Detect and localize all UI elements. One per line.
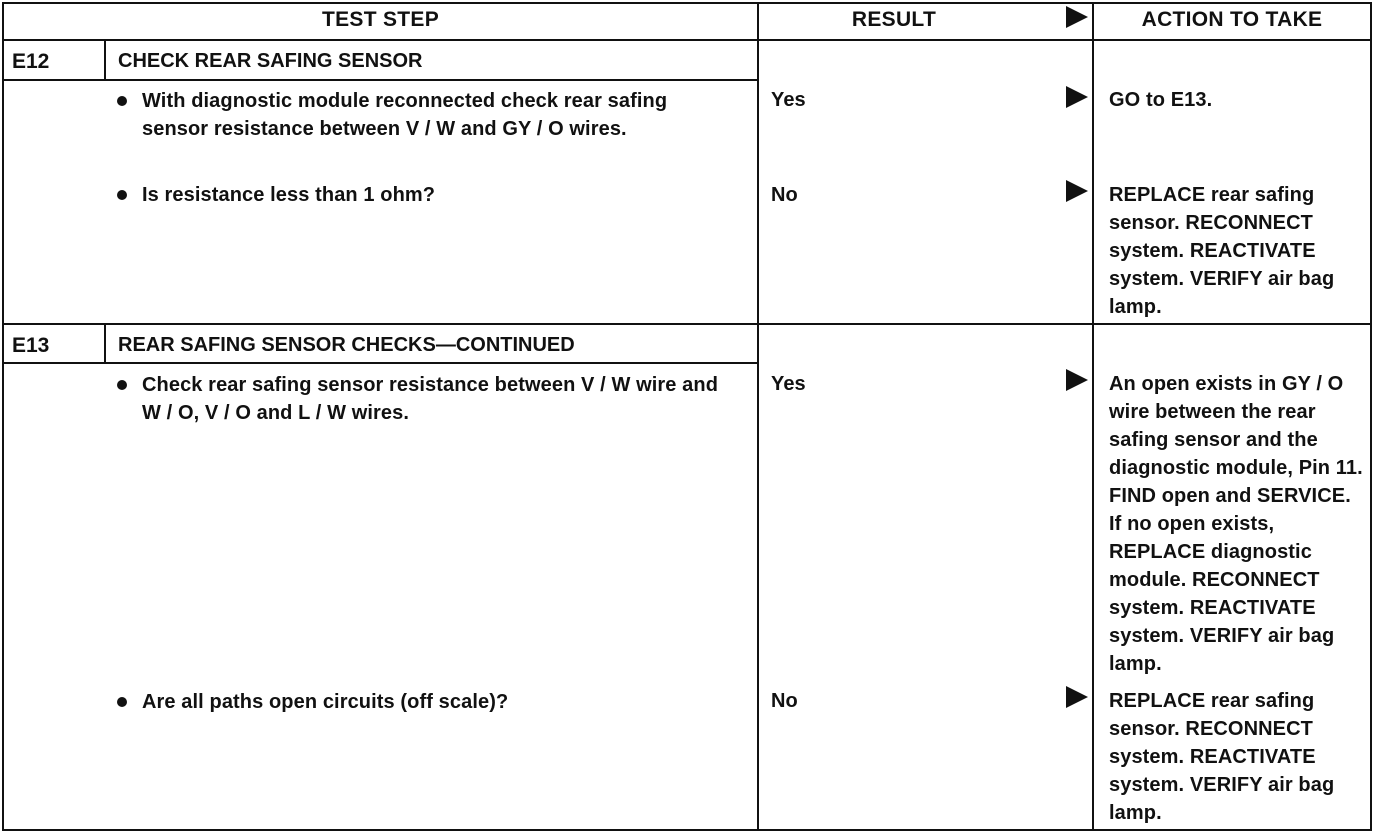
step-code: E12 [12,50,50,73]
bullet-icon [117,380,127,390]
e13-title-bottom [2,362,759,364]
action-text: REPLACE rear safing sensor. RECONNECT system. REACTIVATE system. VERIFY air bag lamp. [1109,690,1335,824]
header-result: RESULT [851,8,937,31]
result-label: Yes [771,373,806,395]
bullet-icon [117,190,127,200]
e12-code-divider [104,39,106,81]
step-title: REAR SAFING SENSOR CHECKS—CONTINUED [118,334,575,356]
header-divider [2,39,1372,41]
column-divider-result [757,2,759,831]
table-border-left [2,2,4,831]
action-text: An open exists in GY / O wire between the rear safing sensor and the diagnostic module, Pin 11. FIND open and SERVICE. If no open exists, REPLACE diagnostic module. RECONNECT system. REACTIVATE system. VERIFY air bag lamp. [1109,373,1363,675]
action-text: REPLACE rear safing sensor. RECONNECT system. REACTIVATE system. VERIFY air bag lamp. [1109,184,1335,318]
result-arrow-icon [1066,369,1088,391]
header-action: ACTION TO TAKE [1141,8,1323,31]
header-arrow-icon [1066,6,1088,28]
section-divider [2,323,1372,325]
e12-title-bottom [2,79,759,81]
action-text: GO to E13. [1109,89,1213,111]
step-title: CHECK REAR SAFING SENSOR [118,50,423,72]
step-instruction: With diagnostic module reconnected check rear safing sensor resistance between V / W and GY / O wires. [142,90,668,140]
bullet-icon [117,96,127,106]
table-border-bottom [2,829,1372,831]
table-border-top [2,2,1372,4]
table-border-right [1370,2,1372,831]
e13-code-divider [104,323,106,364]
result-label: No [771,184,798,206]
result-arrow-icon [1066,180,1088,202]
step-code: E13 [12,334,50,357]
step-question: Are all paths open circuits (off scale)? [142,691,509,713]
header-test-step: TEST STEP [321,8,440,31]
result-arrow-icon [1066,686,1088,708]
result-label: No [771,690,798,712]
step-question: Is resistance less than 1 ohm? [142,184,436,206]
result-label: Yes [771,89,806,111]
column-divider-action [1092,2,1094,831]
bullet-icon [117,697,127,707]
result-arrow-icon [1066,86,1088,108]
step-instruction: Check rear safing sensor resistance between V / W wire and W / O, V / O and L / W wires. [142,374,719,424]
